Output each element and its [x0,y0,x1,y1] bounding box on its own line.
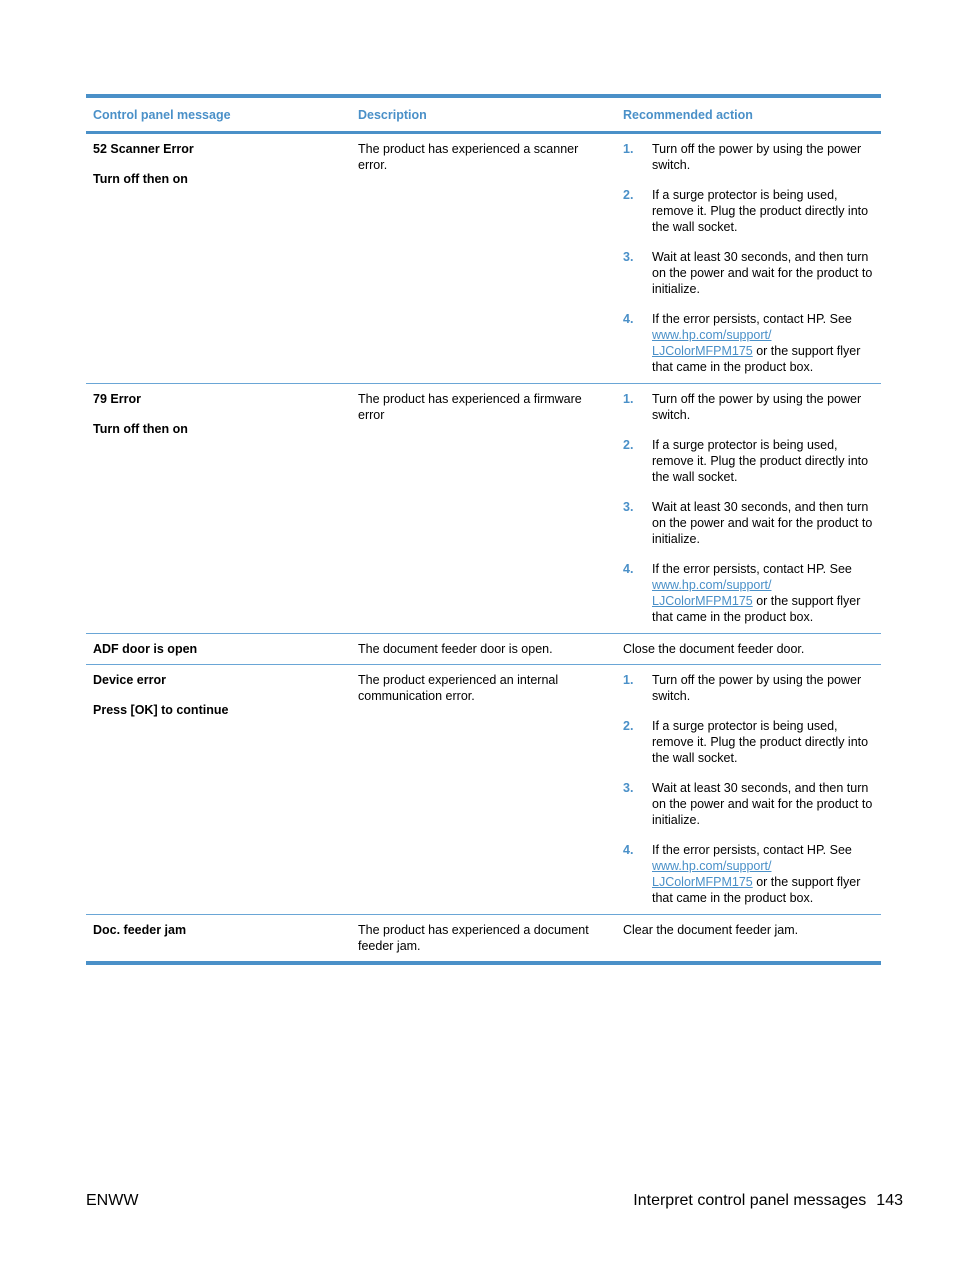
step-text: Turn off the power by using the power switch. [652,673,862,703]
action-cell [616,384,881,634]
footer-section-title: Interpret control panel messages [633,1192,867,1209]
action-cell: Close the document feeder door. [616,634,881,665]
action-step [623,672,874,704]
message-text: ADF door is open [93,642,198,656]
page-number: 143 [876,1192,903,1209]
header-recommended-action: Recommended action [616,98,881,133]
step-text: If the error persists, contact HP. See [652,562,852,576]
hp-support-link[interactable]: www.hp.com/support/ LJColorMFPM175 [652,578,772,608]
step-number: 3. [623,250,634,264]
step-text: Wait at least 30 seconds, and then turn on the power and wait for the product to initialize. [652,250,873,296]
message-cell [86,384,351,634]
action-step [623,311,874,375]
step-number: 2. [623,188,634,202]
message-text: Press [OK] to continue [93,703,229,717]
step-text: Wait at least 30 seconds, and then turn on the power and wait for the product to initialize. [652,500,873,546]
step-text: Turn off the power by using the power switch. [652,142,862,172]
action-cell [616,133,881,384]
step-text: or the support flyer that came in the product box. [652,344,861,374]
action-steps [623,672,874,906]
action-steps [623,391,874,625]
table-header-row [86,98,881,133]
table-row [86,384,881,634]
action-step [623,187,874,235]
table-row [86,133,881,384]
step-number: 4. [623,562,634,576]
step-text: Wait at least 30 seconds, and then turn on the power and wait for the product to initialize. [652,781,873,827]
message-cell [86,915,351,962]
description-cell: The product has experienced a document feeder jam. [358,923,589,953]
hp-support-link[interactable]: www.hp.com/support/ LJColorMFPM175 [652,859,772,889]
step-number: 3. [623,781,634,795]
step-number: 4. [623,312,634,326]
step-text: or the support flyer that came in the product box. [652,594,861,624]
step-text: If the error persists, contact HP. See [652,312,852,326]
table-bottom-rule [86,961,881,965]
step-number: 1. [623,142,634,156]
action-steps [623,141,874,375]
table-row [86,634,881,665]
action-step [623,437,874,485]
step-number: 1. [623,673,634,687]
action-step [623,499,874,547]
header-control-panel-message: Control panel message [86,98,351,133]
message-text: Turn off then on [93,172,188,186]
description-cell: The product has experienced a scanner error. [351,133,616,384]
table-row [86,665,881,915]
message-cell [86,133,351,384]
step-text: If a surge protector is being used, remove it. Plug the product directly into the wall socket. [652,188,869,234]
description-cell: The product has experienced a firmware error [351,384,616,634]
action-step [623,842,874,906]
action-step [623,391,874,423]
step-number: 4. [623,843,634,857]
action-step [623,780,874,828]
message-cell [86,665,351,915]
header-description: Description [351,98,616,133]
step-number: 3. [623,500,634,514]
step-text: or the support flyer that came in the product box. [652,875,861,905]
action-step [623,718,874,766]
step-number: 2. [623,438,634,452]
step-number: 2. [623,719,634,733]
message-text: 52 Scanner Error [93,142,194,156]
footer-enww: ENWW [86,1192,139,1209]
messages-table [86,98,881,961]
action-step [623,141,874,173]
step-text: If a surge protector is being used, remove it. Plug the product directly into the wall socket. [652,719,869,765]
description-cell: The product experienced an internal communication error. [351,665,616,915]
action-step [623,249,874,297]
table-row [86,915,881,962]
action-step [623,561,874,625]
footer-section-page [633,1192,903,1210]
message-text: Device error [93,673,166,687]
action-cell [616,665,881,915]
step-number: 1. [623,392,634,406]
message-text: 79 Error [93,392,141,406]
hp-support-link[interactable]: www.hp.com/support/ LJColorMFPM175 [652,328,772,358]
message-cell [86,634,351,665]
step-text: If a surge protector is being used, remove it. Plug the product directly into the wall socket. [652,438,869,484]
control-panel-messages-table [86,94,881,965]
step-text: If the error persists, contact HP. See [652,843,852,857]
action-cell: Clear the document feeder jam. [623,923,799,937]
message-text: Turn off then on [93,422,188,436]
message-text: Doc. feeder jam [93,923,187,937]
description-cell: The document feeder door is open. [351,634,616,665]
step-text: Turn off the power by using the power switch. [652,392,862,422]
